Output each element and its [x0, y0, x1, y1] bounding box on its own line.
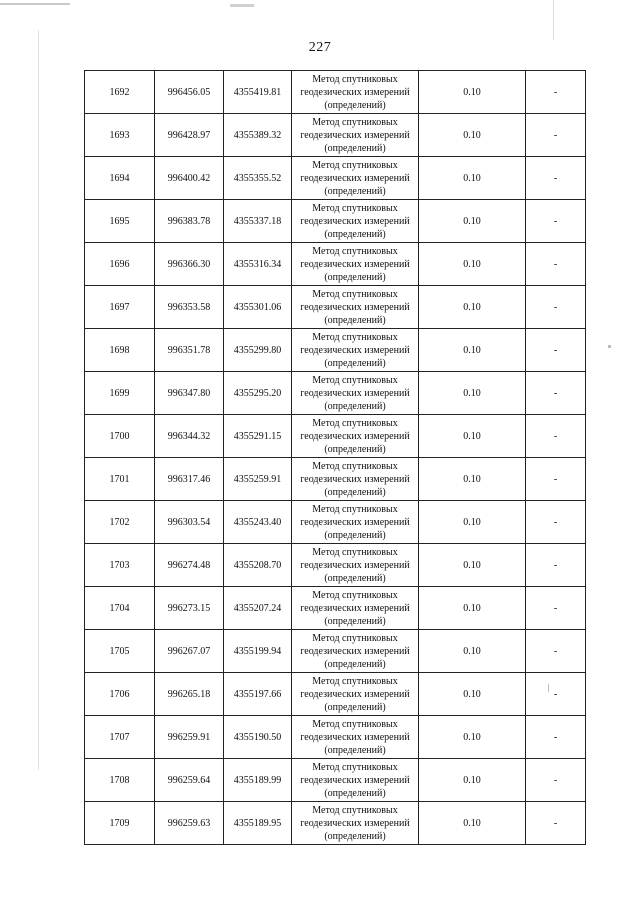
description-cell: - — [526, 71, 586, 114]
x-coordinate-cell: 996259.63 — [155, 802, 224, 845]
method-cell — [292, 286, 419, 329]
point-number-cell: 1703 — [85, 544, 155, 587]
x-coordinate-cell: 996347.80 — [155, 372, 224, 415]
description-cell: - — [526, 501, 586, 544]
method-line: (определений) — [324, 787, 386, 799]
description-cell: - — [526, 630, 586, 673]
accuracy-cell: 0.10 — [419, 114, 526, 157]
description-cell: - — [526, 286, 586, 329]
table-row — [85, 501, 586, 544]
y-coordinate-cell: 4355355.52 — [224, 157, 292, 200]
table-row — [85, 286, 586, 329]
method-line: Метод спутниковых — [312, 288, 398, 300]
x-coordinate-cell: 996351.78 — [155, 329, 224, 372]
y-coordinate-cell: 4355197.66 — [224, 673, 292, 716]
method-line: (определений) — [324, 486, 386, 498]
method-line: Метод спутниковых — [312, 503, 398, 515]
method-line: (определений) — [324, 572, 386, 584]
point-number-cell: 1694 — [85, 157, 155, 200]
point-number-cell: 1701 — [85, 458, 155, 501]
x-coordinate-cell: 996353.58 — [155, 286, 224, 329]
accuracy-cell: 0.10 — [419, 673, 526, 716]
method-line: геодезических измерений — [300, 473, 410, 485]
accuracy-cell: 0.10 — [419, 71, 526, 114]
point-number-cell: 1697 — [85, 286, 155, 329]
description-cell: - — [526, 458, 586, 501]
point-number-cell: 1702 — [85, 501, 155, 544]
method-line: Метод спутниковых — [312, 159, 398, 171]
y-coordinate-cell: 4355189.99 — [224, 759, 292, 802]
x-coordinate-cell: 996317.46 — [155, 458, 224, 501]
y-coordinate-cell: 4355419.81 — [224, 71, 292, 114]
method-line: геодезических измерений — [300, 129, 410, 141]
method-line: Метод спутниковых — [312, 331, 398, 343]
y-coordinate-cell: 4355199.94 — [224, 630, 292, 673]
y-coordinate-cell: 4355389.32 — [224, 114, 292, 157]
method-line: геодезических измерений — [300, 344, 410, 356]
description-cell: - — [526, 157, 586, 200]
point-number-cell: 1707 — [85, 716, 155, 759]
point-number-cell: 1704 — [85, 587, 155, 630]
method-line: Метод спутниковых — [312, 245, 398, 257]
x-coordinate-cell: 996456.05 — [155, 71, 224, 114]
x-coordinate-cell: 996303.54 — [155, 501, 224, 544]
description-cell: - — [526, 200, 586, 243]
point-number-cell: 1708 — [85, 759, 155, 802]
y-coordinate-cell: 4355299.80 — [224, 329, 292, 372]
accuracy-cell: 0.10 — [419, 544, 526, 587]
method-cell — [292, 630, 419, 673]
y-coordinate-cell: 4355337.18 — [224, 200, 292, 243]
point-number-cell: 1700 — [85, 415, 155, 458]
description-cell: - — [526, 759, 586, 802]
y-coordinate-cell: 4355190.50 — [224, 716, 292, 759]
table-row — [85, 415, 586, 458]
accuracy-cell: 0.10 — [419, 200, 526, 243]
accuracy-cell: 0.10 — [419, 587, 526, 630]
method-line: (определений) — [324, 142, 386, 154]
method-line: геодезических измерений — [300, 387, 410, 399]
method-cell — [292, 759, 419, 802]
description-cell: - — [526, 544, 586, 587]
method-cell — [292, 372, 419, 415]
method-line: геодезических измерений — [300, 559, 410, 571]
method-line: Метод спутниковых — [312, 589, 398, 601]
accuracy-cell: 0.10 — [419, 630, 526, 673]
method-line: (определений) — [324, 185, 386, 197]
description-cell: - — [526, 587, 586, 630]
method-cell — [292, 458, 419, 501]
table-row — [85, 802, 586, 845]
method-line: геодезических измерений — [300, 774, 410, 786]
table-row — [85, 716, 586, 759]
method-line: Метод спутниковых — [312, 417, 398, 429]
method-line: (определений) — [324, 443, 386, 455]
description-cell: - — [526, 716, 586, 759]
method-line: Метод спутниковых — [312, 73, 398, 85]
scan-edge-line-top — [0, 3, 70, 5]
method-cell — [292, 157, 419, 200]
x-coordinate-cell: 996259.64 — [155, 759, 224, 802]
description-cell: - — [526, 329, 586, 372]
table-row — [85, 458, 586, 501]
method-line: геодезических измерений — [300, 258, 410, 270]
method-line: (определений) — [324, 314, 386, 326]
method-line: геодезических измерений — [300, 215, 410, 227]
accuracy-cell: 0.10 — [419, 157, 526, 200]
table-row — [85, 200, 586, 243]
method-line: Метод спутниковых — [312, 546, 398, 558]
x-coordinate-cell: 996259.91 — [155, 716, 224, 759]
method-cell — [292, 544, 419, 587]
method-cell — [292, 243, 419, 286]
method-line: геодезических измерений — [300, 688, 410, 700]
method-cell — [292, 329, 419, 372]
x-coordinate-cell: 996428.97 — [155, 114, 224, 157]
y-coordinate-cell: 4355301.06 — [224, 286, 292, 329]
y-coordinate-cell: 4355189.95 — [224, 802, 292, 845]
page-number: 227 — [308, 40, 332, 55]
y-coordinate-cell: 4355291.15 — [224, 415, 292, 458]
x-coordinate-cell: 996265.18 — [155, 673, 224, 716]
accuracy-cell: 0.10 — [419, 243, 526, 286]
method-line: (определений) — [324, 400, 386, 412]
accuracy-cell: 0.10 — [419, 458, 526, 501]
y-coordinate-cell: 4355243.40 — [224, 501, 292, 544]
point-number-cell: 1699 — [85, 372, 155, 415]
accuracy-cell: 0.10 — [419, 501, 526, 544]
scan-edge-line-right — [553, 0, 554, 40]
method-cell — [292, 587, 419, 630]
table-row — [85, 114, 586, 157]
accuracy-cell: 0.10 — [419, 716, 526, 759]
accuracy-cell: 0.10 — [419, 329, 526, 372]
method-line: (определений) — [324, 271, 386, 283]
x-coordinate-cell: 996366.30 — [155, 243, 224, 286]
method-line: (определений) — [324, 615, 386, 627]
x-coordinate-cell: 996267.07 — [155, 630, 224, 673]
y-coordinate-cell: 4355259.91 — [224, 458, 292, 501]
point-number-cell: 1696 — [85, 243, 155, 286]
point-number-cell: 1706 — [85, 673, 155, 716]
method-line: (определений) — [324, 99, 386, 111]
description-cell: - — [526, 114, 586, 157]
method-line: (определений) — [324, 701, 386, 713]
description-cell: - — [526, 673, 586, 716]
table-row — [85, 587, 586, 630]
method-line: Метод спутниковых — [312, 804, 398, 816]
accuracy-cell: 0.10 — [419, 372, 526, 415]
method-line: Метод спутниковых — [312, 632, 398, 644]
method-cell — [292, 673, 419, 716]
coordinates-table — [84, 70, 586, 845]
method-cell — [292, 716, 419, 759]
method-line: геодезических измерений — [300, 602, 410, 614]
point-number-cell: 1692 — [85, 71, 155, 114]
method-line: Метод спутниковых — [312, 374, 398, 386]
method-line: геодезических измерений — [300, 86, 410, 98]
table-row — [85, 759, 586, 802]
method-line: геодезических измерений — [300, 817, 410, 829]
point-number-cell: 1705 — [85, 630, 155, 673]
method-line: геодезических измерений — [300, 172, 410, 184]
accuracy-cell: 0.10 — [419, 759, 526, 802]
method-cell — [292, 415, 419, 458]
method-line: геодезических измерений — [300, 731, 410, 743]
method-cell — [292, 501, 419, 544]
method-cell — [292, 200, 419, 243]
method-line: (определений) — [324, 357, 386, 369]
method-line: геодезических измерений — [300, 645, 410, 657]
description-cell: - — [526, 372, 586, 415]
y-coordinate-cell: 4355316.34 — [224, 243, 292, 286]
table-row — [85, 544, 586, 587]
point-number-cell: 1698 — [85, 329, 155, 372]
method-line: Метод спутниковых — [312, 202, 398, 214]
accuracy-cell: 0.10 — [419, 286, 526, 329]
table-row — [85, 372, 586, 415]
x-coordinate-cell: 996383.78 — [155, 200, 224, 243]
table-row — [85, 71, 586, 114]
method-line: Метод спутниковых — [312, 116, 398, 128]
method-line: (определений) — [324, 744, 386, 756]
table-row — [85, 329, 586, 372]
scan-edge-line-left — [38, 30, 39, 770]
method-line: (определений) — [324, 529, 386, 541]
x-coordinate-cell: 996344.32 — [155, 415, 224, 458]
method-cell — [292, 71, 419, 114]
method-line: (определений) — [324, 658, 386, 670]
point-number-cell: 1693 — [85, 114, 155, 157]
scan-speck — [230, 4, 254, 7]
method-line: Метод спутниковых — [312, 675, 398, 687]
y-coordinate-cell: 4355207.24 — [224, 587, 292, 630]
method-cell — [292, 802, 419, 845]
table-row — [85, 157, 586, 200]
point-number-cell: 1695 — [85, 200, 155, 243]
method-line: Метод спутниковых — [312, 718, 398, 730]
method-cell — [292, 114, 419, 157]
method-line: Метод спутниковых — [312, 460, 398, 472]
description-cell: - — [526, 802, 586, 845]
table-row — [85, 673, 586, 716]
point-number-cell: 1709 — [85, 802, 155, 845]
x-coordinate-cell: 996274.48 — [155, 544, 224, 587]
description-cell: - — [526, 415, 586, 458]
x-coordinate-cell: 996400.42 — [155, 157, 224, 200]
method-line: геодезических измерений — [300, 301, 410, 313]
method-line: геодезических измерений — [300, 516, 410, 528]
table-row — [85, 243, 586, 286]
method-line: Метод спутниковых — [312, 761, 398, 773]
scan-speck — [608, 345, 611, 348]
method-line: (определений) — [324, 830, 386, 842]
accuracy-cell: 0.10 — [419, 802, 526, 845]
accuracy-cell: 0.10 — [419, 415, 526, 458]
x-coordinate-cell: 996273.15 — [155, 587, 224, 630]
table-row — [85, 630, 586, 673]
coordinates-table-body — [85, 71, 586, 845]
method-line: (определений) — [324, 228, 386, 240]
method-line: геодезических измерений — [300, 430, 410, 442]
description-cell: - — [526, 243, 586, 286]
y-coordinate-cell: 4355295.20 — [224, 372, 292, 415]
y-coordinate-cell: 4355208.70 — [224, 544, 292, 587]
